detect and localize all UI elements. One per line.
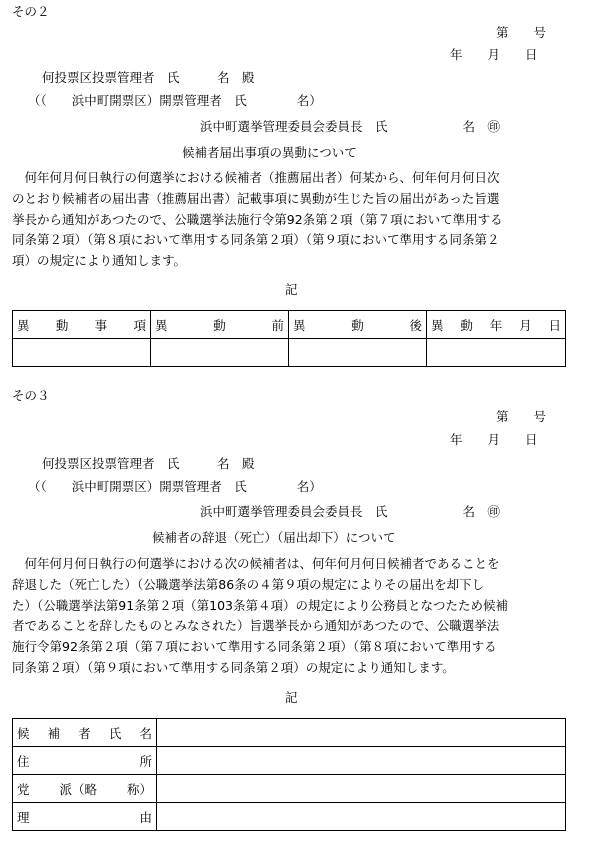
table-cell bbox=[151, 339, 289, 367]
section-2-ki: 記 bbox=[285, 282, 298, 297]
body-line: 項）の規定により通知します。 bbox=[12, 253, 187, 269]
change-table-header-row bbox=[13, 311, 566, 339]
header-after-change: 異 動 後 bbox=[289, 311, 427, 339]
body-line: 何年何月何日執行の何選挙における次の候補者は、何年何月何日候補者であることを bbox=[12, 556, 500, 571]
candidate-table-row bbox=[13, 747, 566, 775]
section-2-label: その２ bbox=[12, 4, 50, 19]
section-2-title: 候補者届出事項の異動について bbox=[182, 145, 357, 160]
candidate-table-row bbox=[13, 719, 566, 747]
header-before-change: 異 動 前 bbox=[151, 311, 289, 339]
candidate-table-row bbox=[13, 775, 566, 803]
body-line: 施行令第92条第２項（第７項において準用する同条第２項）（第８項において準用する bbox=[12, 639, 497, 655]
candidate-table bbox=[12, 718, 566, 831]
table-cell bbox=[157, 775, 566, 803]
row-label-party: 党 派（略 称） bbox=[13, 775, 157, 803]
body-line: た）（公職選挙法第91条第２項（第103条第４項）の規定により公務員となつたため候補 bbox=[12, 597, 509, 613]
body-line: 者であることを辞したものとみなされた）旨選挙長から通知があつたので、公職選挙法 bbox=[12, 618, 500, 634]
section-3-label: その３ bbox=[12, 388, 50, 403]
body-line: 何年何月何日執行の何選挙における候補者（推薦届出者）何某から、何年何月何日次 bbox=[12, 170, 500, 185]
section-2-body bbox=[12, 168, 582, 272]
table-cell bbox=[427, 339, 566, 367]
change-table-row bbox=[13, 339, 566, 367]
row-label-candidate-name: 候 補 者 氏 名 bbox=[13, 719, 157, 747]
section-2-addressee-2: （（ 浜中町開票区）開票管理者 氏 名） bbox=[28, 93, 322, 108]
table-cell bbox=[157, 803, 566, 831]
table-cell bbox=[289, 339, 427, 367]
row-label-address: 住 所 bbox=[13, 747, 157, 775]
section-3-addressee-2: （（ 浜中町開票区）開票管理者 氏 名） bbox=[28, 479, 322, 494]
section-3-date-label: 年 月 日 bbox=[450, 432, 538, 447]
header-change-date: 異 動 年 月 日 bbox=[427, 311, 566, 339]
section-3-addressee-1: 何投票区投票管理者 氏 名 殿 bbox=[42, 456, 255, 471]
header-change-item: 異 動 事 項 bbox=[13, 311, 151, 339]
body-line: 辞退した（死亡した）（公職選挙法第86条の４第９項の規定によりその届出を却下し bbox=[12, 576, 485, 592]
candidate-table-row bbox=[13, 803, 566, 831]
section-2-sender: 浜中町選挙管理委員会委員長 氏 名 ㊞ bbox=[200, 119, 501, 134]
section-3-title: 候補者の辞退（死亡）（届出却下）について bbox=[152, 530, 396, 545]
section-2-date-label: 年 月 日 bbox=[450, 47, 538, 62]
section-2-number-label: 第 号 bbox=[496, 25, 547, 40]
body-line: 同条第２項）（第９項において準用する同条第２項）の規定により通知します。 bbox=[12, 659, 455, 675]
body-line: のとおり候補者の届出書（推薦届出書）記載事項に異動が生じた旨の届出があった旨選 bbox=[12, 190, 500, 206]
table-cell bbox=[157, 719, 566, 747]
body-line: 挙長から通知があつたので、公職選挙法施行令第92条第２項（第７項において準用する bbox=[12, 211, 503, 227]
change-table bbox=[12, 310, 566, 367]
table-cell bbox=[157, 747, 566, 775]
body-line: 同条第２項）（第８項において準用する同条第２項）（第９項において準用する同条第２ bbox=[12, 232, 500, 248]
section-3-sender: 浜中町選挙管理委員会委員長 氏 名 ㊞ bbox=[200, 504, 501, 519]
table-cell bbox=[13, 339, 151, 367]
section-3-ki: 記 bbox=[285, 690, 298, 705]
section-3-number-label: 第 号 bbox=[496, 409, 547, 424]
section-2-addressee-1: 何投票区投票管理者 氏 名 殿 bbox=[42, 70, 255, 85]
row-label-reason: 理 由 bbox=[13, 803, 157, 831]
section-3-body bbox=[12, 554, 582, 679]
